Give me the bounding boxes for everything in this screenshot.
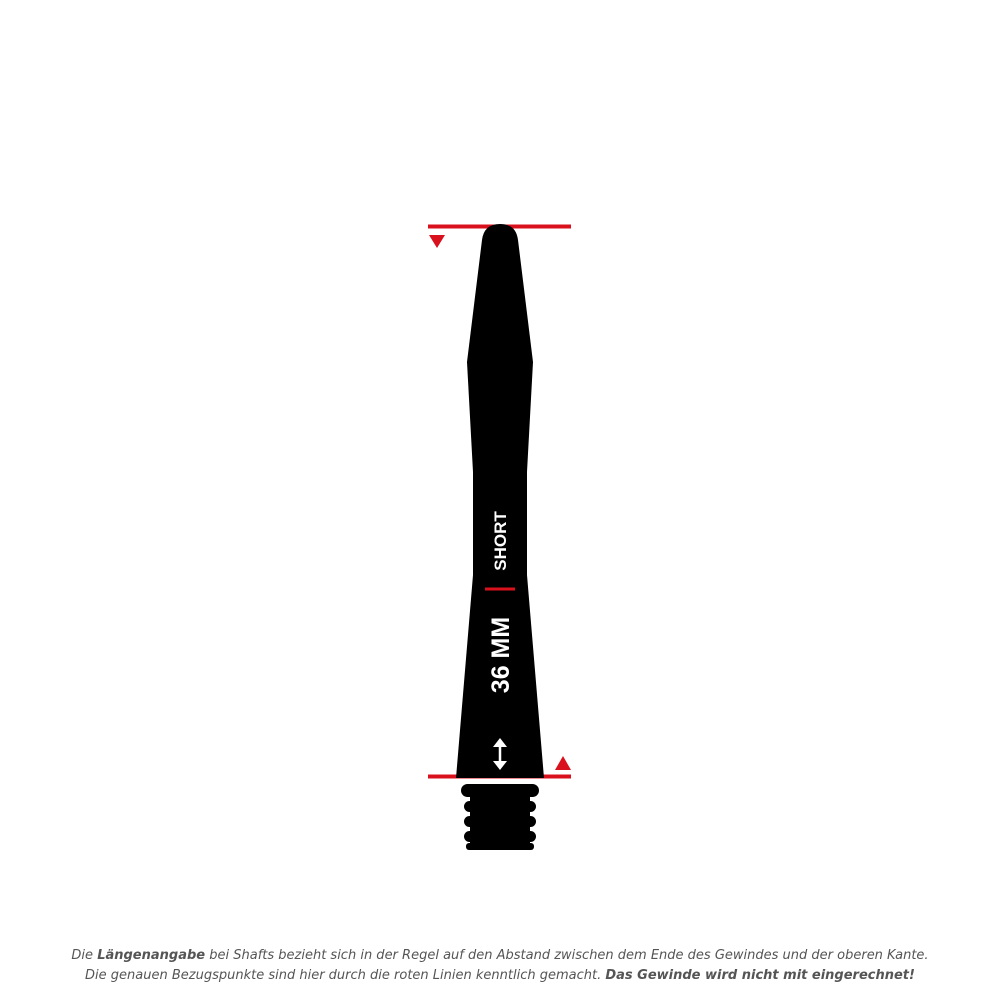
shaft-length-label: 36 MM bbox=[487, 616, 515, 694]
caption-line-2-bold: Das Gewinde wird nicht mit eingerechnet! bbox=[605, 968, 915, 983]
caption-line-1 bbox=[0, 946, 1000, 966]
triangle-down-icon bbox=[429, 235, 445, 248]
caption-line-1-post: bei Shafts bezieht sich in der Regel auf den Abstand zwischen dem Ende des Gewindes und der oberen Kante. bbox=[205, 948, 929, 963]
shaft-size-label: SHORT bbox=[491, 511, 510, 571]
caption-line-1-pre: Die bbox=[71, 948, 98, 963]
caption-line-2-pre: Die genauen Bezugspunkte sind hier durch die roten Linien kenntlich gemacht. bbox=[85, 968, 606, 983]
shaft-body bbox=[456, 224, 544, 778]
caption-line-2 bbox=[0, 966, 1000, 986]
triangle-up-icon bbox=[555, 756, 571, 770]
caption bbox=[0, 946, 1000, 986]
shaft-thread bbox=[461, 784, 539, 850]
caption-line-1-bold: Längenangabe bbox=[97, 948, 206, 963]
